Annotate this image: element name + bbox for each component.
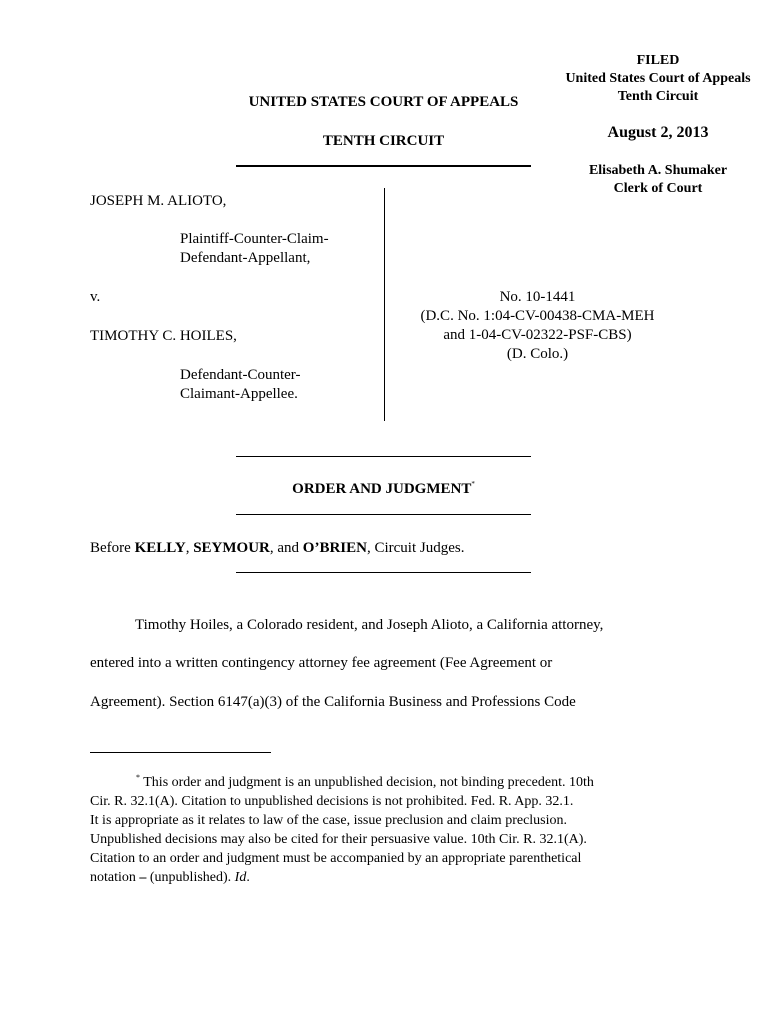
defendant-name: TIMOTHY C. HOILES, (90, 328, 237, 344)
panel-rule (236, 572, 531, 573)
judge-kelly: KELLY (134, 540, 186, 556)
versus: v. (90, 289, 101, 305)
caption-divider (384, 188, 385, 421)
stamp-circuit: Tenth Circuit (617, 89, 699, 104)
footnote-line-6-end: . (246, 870, 250, 885)
dc-number-line-2: and 1-04-CV-02322-PSF-CBS) (443, 327, 632, 343)
footnote-line-1-text: This order and judgment is an unpublished decision, not binding precedent. 10th (140, 775, 594, 790)
title-rule-top (236, 456, 531, 457)
title-rule-bottom (236, 514, 531, 515)
footnote-line-6-mid: (unpublished). (146, 870, 235, 885)
footnote-line-6-start: notation (90, 870, 140, 885)
clerk-block (548, 162, 768, 198)
plaintiff-name: JOSEPH M. ALIOTO, (90, 193, 227, 209)
header-rule (236, 165, 531, 167)
panel-suffix: , Circuit Judges. (366, 540, 465, 556)
body-line-1: Timothy Hoiles, a Colorado resident, and Joseph Alioto, a California attorney, (135, 617, 604, 633)
dc-number-line-1: (D.C. No. 1:04-CV-00438-CMA-MEH (420, 308, 655, 324)
document-title (236, 480, 531, 498)
footnote-line-4: Unpublished decisions may also be cited for their persuasive value. 10th Cir. R. 32.1(A). (90, 832, 587, 847)
clerk-title: Clerk of Court (613, 181, 703, 196)
footnote-line-1 (90, 768, 690, 792)
footnote-line-6 (90, 868, 690, 887)
footnote-id: Id (234, 870, 247, 885)
stamp-court: United States Court of Appeals (565, 71, 751, 86)
footnote-line-2: Cir. R. 32.1(A). Citation to unpublished decisions is not prohibited. Fed. R. App. 32.1. (90, 794, 574, 809)
title-footnote-marker: * (471, 480, 475, 488)
footnote-line-3: It is appropriate as it relates to law of the case, issue preclusion and claim preclusion. (90, 813, 568, 828)
defendant-role-line-2: Claimant-Appellee. (180, 386, 298, 402)
footnote-marker: * (136, 773, 140, 782)
defendant-role-line-1: Defendant-Counter- (180, 367, 301, 383)
judge-seymour: SEYMOUR (193, 540, 270, 556)
filing-date: August 2, 2013 (607, 124, 709, 141)
document-title-text: ORDER AND JUDGMENT (292, 481, 472, 497)
footnote (90, 768, 690, 887)
panel-line (90, 540, 464, 557)
plaintiff-role (180, 230, 329, 268)
defendant-role (180, 366, 300, 404)
footnote-rule (90, 752, 271, 753)
plaintiff-role-line-2: Defendant-Appellant, (180, 250, 311, 266)
panel-before: Before (90, 540, 135, 556)
clerk-name: Elisabeth A. Shumaker (588, 163, 728, 178)
body-line-2: entered into a written contingency attorney fee agreement (Fee Agreement or (90, 655, 553, 671)
panel-sep-2: , and (269, 540, 303, 556)
footnote-line-5: Citation to an order and judgment must be accompanied by an appropriate parenthetical (90, 851, 582, 866)
footnote-dash: – (139, 870, 147, 885)
body-line-3: Agreement). Section 6147(a)(3) of the California Business and Professions Code (90, 694, 576, 710)
case-number: No. 10-1441 (499, 289, 576, 305)
panel-sep-1: , (185, 540, 194, 556)
district: (D. Colo.) (506, 346, 569, 362)
court-name: UNITED STATES COURT OF APPEALS (248, 94, 519, 110)
plaintiff-role-line-1: Plaintiff-Counter-Claim- (180, 231, 329, 247)
filing-stamp (548, 52, 768, 106)
judge-obrien: O’BRIEN (302, 540, 367, 556)
filed-label: FILED (636, 53, 680, 68)
circuit-name: TENTH CIRCUIT (322, 133, 445, 149)
case-number-block (395, 288, 680, 364)
